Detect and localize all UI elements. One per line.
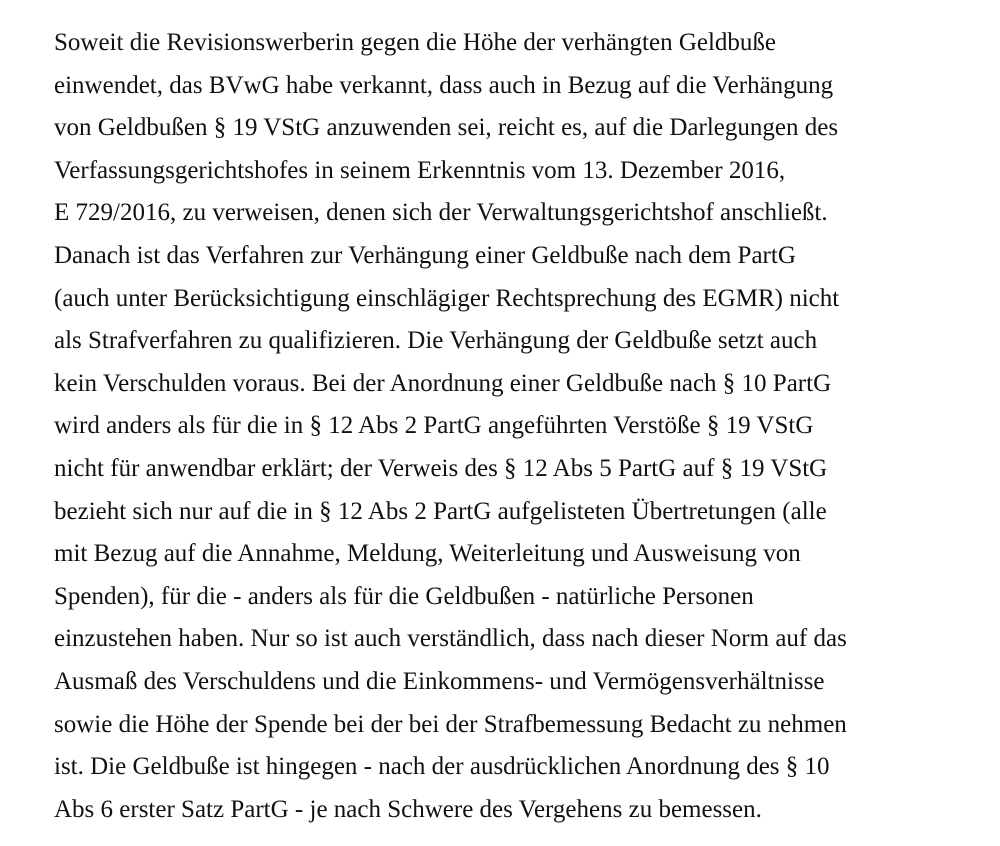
text-line: ist. Die Geldbuße ist hingegen - nach der ausdrücklichen Anordnung des § 10 (54, 753, 830, 781)
text-line: einwendet, das BVwG habe verkannt, dass auch in Bezug auf die Verhängung (54, 71, 834, 99)
text-line: sowie die Höhe der Spende bei der bei der Strafbemessung Bedacht zu nehmen (54, 710, 847, 738)
text-line: nicht für anwendbar erklärt; der Verweis des § 12 Abs 5 PartG auf § 19 VStG (54, 454, 828, 482)
text-line: Danach ist das Verfahren zur Verhängung einer Geldbuße nach dem PartG (54, 241, 796, 269)
text-line: Soweit die Revisionswerberin gegen die Höhe der verhängten Geldbuße (54, 29, 777, 56)
text-line: als Strafverfahren zu qualifizieren. Die Verhängung der Geldbuße setzt auch (54, 327, 818, 355)
text-line: kein Verschulden voraus. Bei der Anordnung einer Geldbuße nach § 10 PartG (54, 369, 832, 397)
document-paragraph (54, 22, 974, 831)
text-line: Ausmaß des Verschuldens und die Einkommens- und Vermögensverhältnisse (54, 667, 825, 695)
text-line: einzustehen haben. Nur so ist auch verständlich, dass nach dieser Norm auf das (54, 625, 847, 653)
text-line: Abs 6 erster Satz PartG - je nach Schwere des Vergehens zu bemessen. (54, 795, 762, 823)
text-line: bezieht sich nur auf die in § 12 Abs 2 PartG aufgelisteten Übertretungen (alle (54, 497, 827, 525)
text-line: Verfassungsgerichtshofes in seinem Erkenntnis vom 13. Dezember 2016, (54, 156, 786, 184)
text-line: E 729/2016, zu verweisen, denen sich der Verwaltungsgerichtshof anschließt. (54, 199, 828, 227)
text-line: mit Bezug auf die Annahme, Meldung, Weiterleitung und Ausweisung von (54, 540, 801, 568)
text-line: wird anders als für die in § 12 Abs 2 PartG angeführten Verstöße § 19 VStG (54, 412, 814, 440)
text-line: Spenden), für die - anders als für die Geldbußen - natürliche Personen (54, 582, 754, 610)
text-line: von Geldbußen § 19 VStG anzuwenden sei, reicht es, auf die Darlegungen des (54, 114, 839, 142)
text-line: (auch unter Berücksichtigung einschlägiger Rechtsprechung des EGMR) nicht (54, 284, 840, 312)
